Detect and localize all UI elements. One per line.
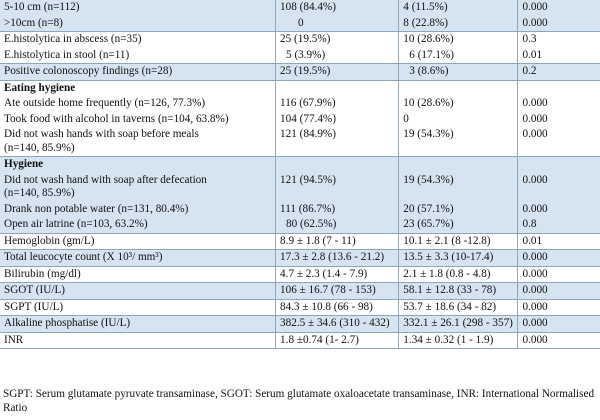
row-label: Took food with alcohol in taverns (n=104, 63.8%)	[0, 112, 276, 128]
group-a-value: 108 (84.4%)	[276, 0, 399, 16]
table-row	[0, 16, 600, 32]
p-value: 0.000	[518, 16, 600, 32]
row-label: Positive colonoscopy findings (n=28)	[0, 64, 276, 81]
row-label: Ate outside home frequently (n=126, 77.3%)	[0, 96, 276, 112]
p-value: 0.000	[518, 299, 600, 316]
row-label-line2: (n=140, 85.9%)	[4, 187, 75, 199]
group-b-value: 19 (54.3%)	[399, 127, 518, 157]
p-value: 0.000	[518, 283, 600, 300]
table-row	[0, 332, 600, 349]
row-label	[0, 127, 276, 157]
table-row	[0, 202, 600, 218]
p-value: 0.000	[518, 127, 600, 157]
group-b-value-text: 3 (8.6%)	[409, 65, 449, 77]
group-b-value: 10 (28.6%)	[399, 96, 518, 112]
group-a-value: 111 (86.7%)	[276, 202, 399, 218]
group-a-value: 121 (84.9%)	[276, 127, 399, 157]
group-a-value: 382.5 ± 34.6 (310 - 432)	[276, 316, 399, 333]
p-value: 0.000	[518, 173, 600, 202]
group-b-value: 8 (22.8%)	[399, 16, 518, 32]
group-a-value-text: 5 (3.9%)	[286, 48, 326, 61]
section-heading-row	[0, 80, 600, 96]
section-heading: Eating hygiene	[0, 80, 276, 96]
row-label: Total leucocyte count (X 10³/ mm³)	[0, 250, 276, 267]
row-label: Alkaline phosphatise (IU/L)	[0, 316, 276, 333]
empty-cell	[276, 157, 399, 173]
group-b-value: 4 (11.5%)	[399, 0, 518, 16]
group-a-value: 17.3 ± 2.8 (13.6 - 21.2)	[276, 250, 399, 267]
row-label: SGPT (IU/L)	[0, 299, 276, 316]
empty-cell	[276, 80, 399, 96]
group-b-value: 19 (54.3%)	[399, 173, 518, 202]
group-b-value: 58.1 ± 12.8 (33 - 78)	[399, 283, 518, 300]
group-a-value: 25 (19.5%)	[276, 64, 399, 81]
group-a-value: 8.9 ± 1.8 (7 - 11)	[276, 233, 399, 250]
row-label: >10cm (n=8)	[0, 16, 276, 32]
group-a-value: 106 ± 16.7 (78 - 153)	[276, 283, 399, 300]
table-footnote: SGPT: Serum glutamate pyruvate transaminase, SGOT: Serum glutamate oxaloacetate transaminase, INR: International Normalised Ratio	[3, 388, 595, 414]
p-value: 0.000	[518, 202, 600, 218]
group-a-value: 121 (94.5%)	[276, 173, 399, 202]
table-row	[0, 48, 600, 64]
row-label: Open air latrine (n=103, 63.2%)	[0, 217, 276, 233]
p-value: 0.01	[518, 233, 600, 250]
table-row	[0, 127, 600, 157]
p-value: 0.000	[518, 266, 600, 283]
p-value: 0.000	[518, 250, 600, 267]
table-row	[0, 316, 600, 333]
group-a-value	[276, 217, 399, 233]
group-a-value: 1.8 ±0.74 (1- 2.7)	[276, 332, 399, 349]
empty-cell	[399, 157, 518, 173]
table-row	[0, 96, 600, 112]
p-value: 0.2	[518, 64, 600, 81]
group-b-value	[399, 48, 518, 64]
table-row	[0, 233, 600, 250]
table-row	[0, 173, 600, 202]
group-a-value-text: 80 (62.5%)	[286, 218, 337, 230]
p-value: 0.000	[518, 332, 600, 349]
group-b-value: 1.34 ± 0.32 (1 - 1.9)	[399, 332, 518, 349]
group-b-value: 0	[399, 112, 518, 128]
group-a-value: 84.3 ± 10.8 (66 - 98)	[276, 299, 399, 316]
row-label: Drank non potable water (n=131, 80.4%)	[0, 202, 276, 218]
row-label: INR	[0, 332, 276, 349]
table-row	[0, 64, 600, 81]
p-value: 0.000	[518, 112, 600, 128]
row-label: E.histolytica in abscess (n=35)	[0, 32, 276, 48]
p-value: 0.000	[518, 0, 600, 16]
table-row	[0, 283, 600, 300]
section-heading: Hygiene	[0, 157, 276, 173]
group-b-value: 13.5 ± 3.3 (10-17.4)	[399, 250, 518, 267]
group-b-value: 10.1 ± 2.1 (8 -12.8)	[399, 233, 518, 250]
table-row	[0, 112, 600, 128]
empty-cell	[518, 80, 600, 96]
group-b-value: 2.1 ± 1.8 (0.8 - 4.8)	[399, 266, 518, 283]
row-label: SGOT (IU/L)	[0, 283, 276, 300]
row-label: E.histolytica in stool (n=11)	[0, 48, 276, 64]
group-a-value: 4.7 ± 2.3 (1.4 - 7.9)	[276, 266, 399, 283]
row-label-line1: Did not wash hand with soap after defecation	[4, 173, 207, 186]
group-b-value-text: 6 (17.1%)	[409, 48, 455, 61]
group-a-value: 104 (77.4%)	[276, 112, 399, 128]
p-value: 0.000	[518, 316, 600, 333]
group-a-value	[276, 48, 399, 64]
p-value: 0.01	[518, 48, 600, 64]
group-a-value-text: 0	[298, 16, 304, 29]
group-b-value: 10 (28.6%)	[399, 32, 518, 48]
table-row	[0, 250, 600, 267]
group-b-value: 53.7 ± 18.6 (34 - 82)	[399, 299, 518, 316]
table-row	[0, 32, 600, 48]
row-label: Hemoglobin (gm/L)	[0, 233, 276, 250]
table-row	[0, 217, 600, 233]
table-row	[0, 0, 600, 16]
row-label: 5-10 cm (n=112)	[0, 0, 276, 16]
row-label-line1: Did not wash hands with soap before meals	[4, 128, 199, 140]
row-label-line2: (n=140, 85.9%)	[4, 141, 75, 154]
p-value: 0.3	[518, 32, 600, 48]
table-row	[0, 299, 600, 316]
empty-cell	[518, 157, 600, 173]
row-label: Bilirubin (mg/dl)	[0, 266, 276, 283]
group-a-value	[276, 16, 399, 32]
empty-cell	[399, 80, 518, 96]
group-a-value: 116 (67.9%)	[276, 96, 399, 112]
group-b-value: 20 (57.1%)	[399, 202, 518, 218]
p-value: 0.000	[518, 96, 600, 112]
p-value: 0.8	[518, 217, 600, 233]
group-b-value: 332.1 ± 26.1 (298 - 357)	[399, 316, 518, 333]
group-b-value	[399, 64, 518, 81]
group-a-value: 25 (19.5%)	[276, 32, 399, 48]
section-heading-row	[0, 157, 600, 173]
row-label	[0, 173, 276, 202]
group-b-value: 23 (65.7%)	[399, 217, 518, 233]
table-row	[0, 266, 600, 283]
